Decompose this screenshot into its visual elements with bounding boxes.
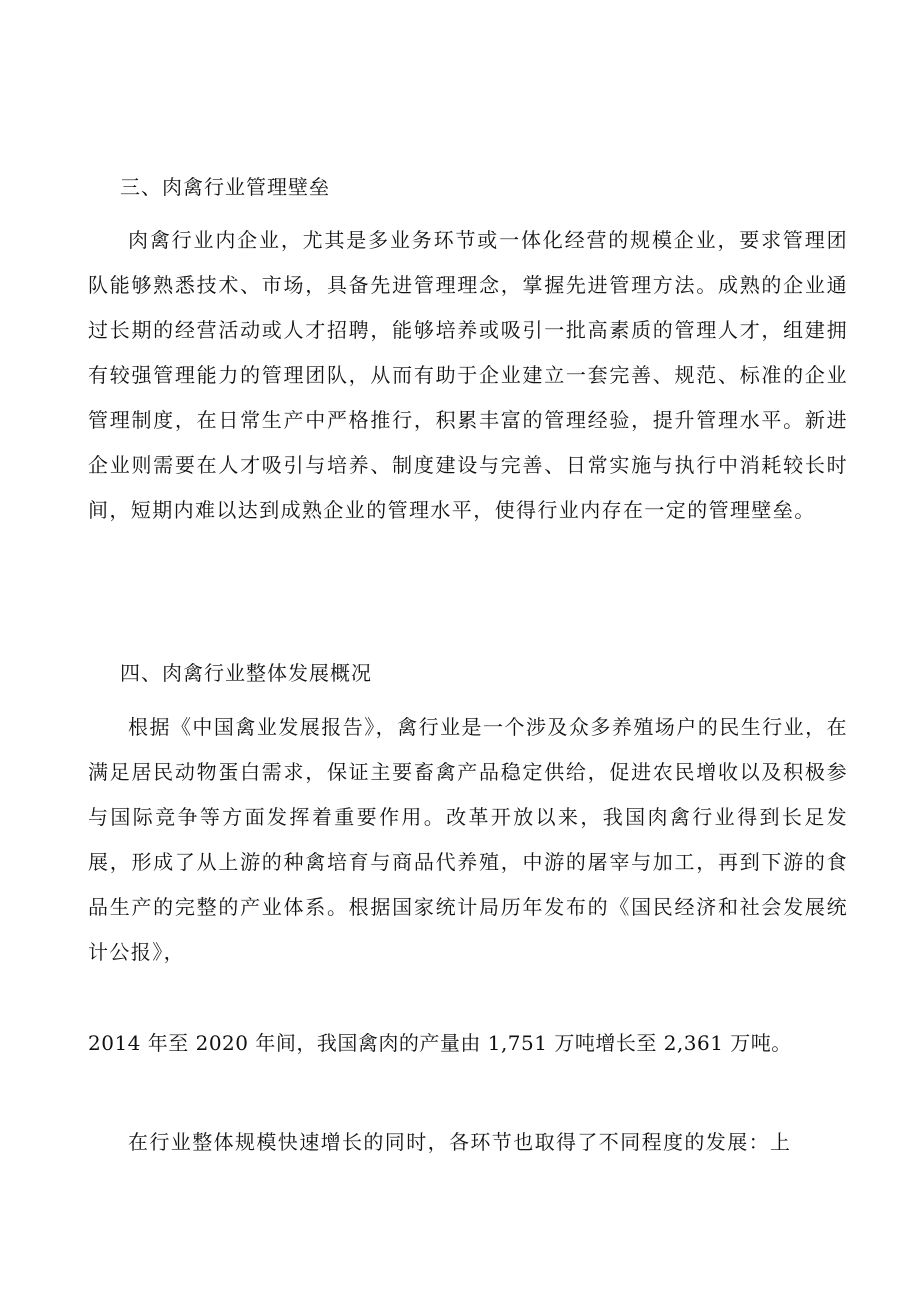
section-4-paragraph: 根据《中国禽业发展报告》，禽行业是一个涉及众多养殖场户的民生行业，在满足居民动物蛋白需求，保证主要畜禽产品稳定供给，促进农民增收以及积极参与国际竞争等方面发挥着重要作用。改革开放以来，我国肉禽行业得到长足发展，形成了从上游的种禽培育与商品代养殖，中游的屠宰与加工，再到下游的食品生产的完整的产业体系。根据国家统计局历年发布的《国民经济和社会发展统计公报》， (88, 715, 848, 964)
section-3-paragraph: 肉禽行业内企业，尤其是多业务环节或一体化经营的规模企业，要求管理团队能够熟悉技术、市场，具备先进管理理念，掌握先进管理方法。成熟的企业通过长期的经营活动或人才招聘，能够培养或吸引一批高素质的管理人才，组建拥有较强管理能力的管理团队，从而有助于企业建立一套完善、规范、标准的企业管理制度，在日常生产中严格推行，积累丰富的管理经验，提升管理水平。新进企业则需要在人才吸引与培养、制度建设与完善、日常实施与执行中消耗较长时间，短期内难以达到成熟企业的管理水平，使得行业内存在一定的管理壁垒。 (88, 228, 848, 522)
poultry-output-statistic: 2014 年至 2020 年间，我国禽肉的产量由 1,751 万吨增长至 2,361 万吨。 (88, 1031, 792, 1055)
section-4-closing-paragraph: 在行业整体规模快速增长的同时，各环节也取得了不同程度的发展：上 (128, 1130, 792, 1154)
section-3-heading: 三、肉禽行业管理壁垒 (120, 175, 330, 199)
section-4-heading: 四、肉禽行业整体发展概况 (120, 661, 372, 685)
